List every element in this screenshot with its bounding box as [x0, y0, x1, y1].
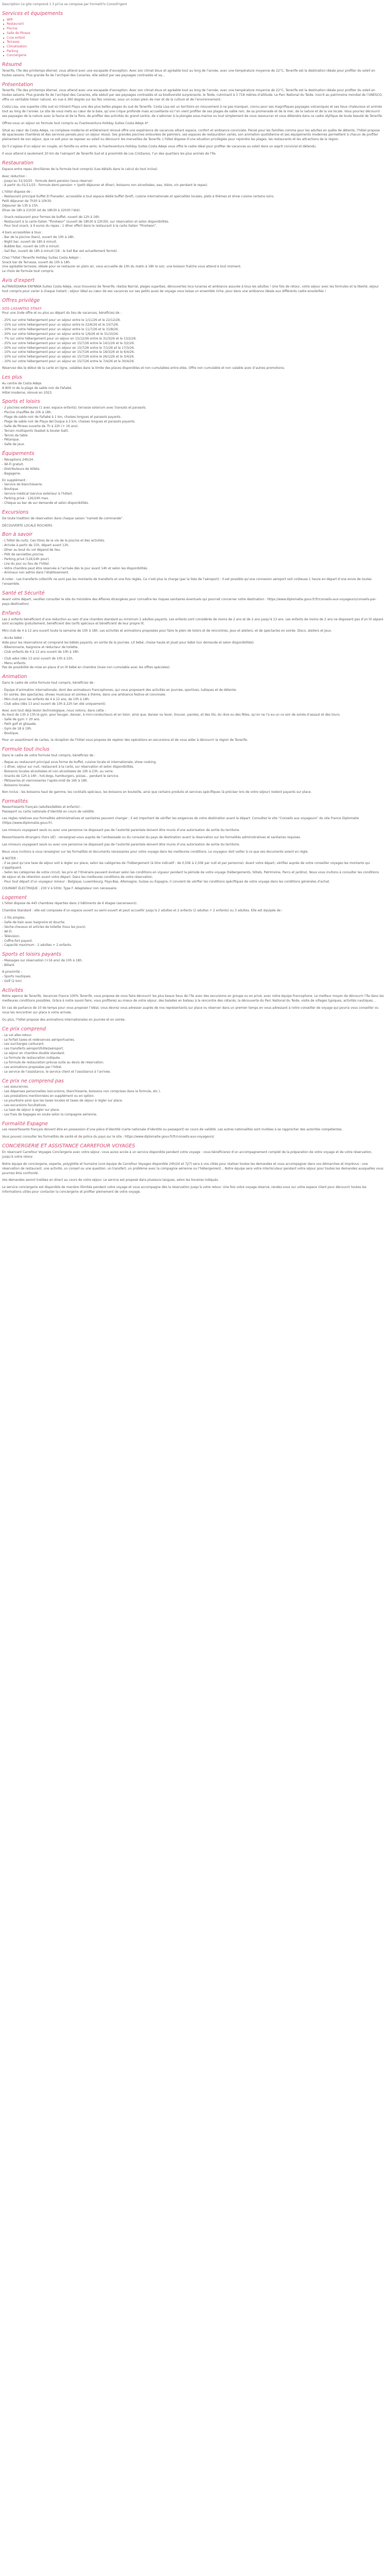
- top-line: Description Ce gite comprend 1 3 pi?ce se compose par Formalit?s Consid?rgent: [2, 3, 127, 6]
- paragraph: Les mineurs voyageant seuls ou avec une personne ne disposant pas de l’autorité parentale doivent être munis d’une autorisation de sortie du territoire.: [2, 828, 240, 832]
- text-line: - Snack-restaurant pour formes de buffet, ouvert de 12h à 16h.: [2, 215, 100, 219]
- text-line: L’hôtel dispose de :: [2, 190, 32, 194]
- paragraph: Vous pouvez consulter les formalités de santé et de police du pays sur le site : https://www.diplomatie.gouv.fr/fr/conseils-aux-voyageurs/: [2, 1135, 215, 1139]
- text-line: À proximité :: [2, 970, 22, 974]
- text-line: - Équipe d’animation internationale, dont des animateurs francophones, qui vous proposent des activités en journée, sportives, ludiques et de détente.: [2, 688, 237, 692]
- text-line: À 800 m de la plage de sable noir de Fañabé.: [2, 386, 73, 390]
- text-line: - La formule de restauration indiquée.: [2, 1056, 61, 1060]
- text-line: - La taxe de séjour à régler sur place.: [2, 1108, 60, 1112]
- section-heading: Les plus: [2, 374, 22, 380]
- text-line: - Salle de bain avec baignoire et douche.: [2, 921, 66, 925]
- text-line: - 10% sur votre hébergement pour un séjour entre le 11/7/26 et le 31/8/26.: [2, 328, 119, 332]
- document-page: [0, 0, 391, 1208]
- text-line: Passeport ou carte nationale d’identité en cours de validité.: [2, 810, 95, 814]
- section-heading: Santé et Sécurité: [2, 590, 45, 597]
- text-line: - Club ados (dès 13 ans) ouvert de 10h à 22h.: [2, 656, 74, 660]
- amenity-item: Parking: [2, 49, 384, 54]
- paragraph: L’hôtel dispose de 445 chambres réparties dans 2 bâtiments de 6 étages (ascenseurs).: [2, 902, 138, 906]
- text-line: Aide pour les réservations et comprend les bébés payants, en sortie de la journée. Lit bébé, chaise haute et jouet pour bébé (sur demande et selon disponibilités).: [2, 641, 255, 645]
- text-line: - À partir du 01/11/25 : formule demi-pension + (petit déjeuner et dîner), boissons non alcoolisées, eau, bière, vin pendant le repas).: [2, 183, 208, 188]
- text-block: [2, 231, 384, 253]
- paragraph: Vos demandes seront traitées en direct au cours de votre séjour. Le service est proposé dans plusieurs langues, selon les horaires indiqués.: [2, 1178, 219, 1182]
- text-line: 4 bars accessibles à tous :: [2, 231, 43, 235]
- text-line: - Night bar, ouvert de 18h à minuit.: [2, 240, 57, 244]
- text-line: - Wi-Fi gratuit.: [2, 462, 24, 466]
- text-line: Dîner de 18h à 21h30 (et de 18h30 à 22h30 l’été).: [2, 208, 81, 212]
- text-line: - Biberonnerie, baignoire et réducteur de toilette.: [2, 645, 79, 649]
- text-line: - Réceptions 24h/24.: [2, 458, 34, 462]
- paragraph: Avant votre départ, veuillez consulter le site du ministère des Affaires étrangères pour connaître les risques sanitaires éventuels qui pourrait concerner votre destination : https://www.diplomatie.gouv.fr/fr/conseils-aux-voyageurs/conseils-par-pays-destination/: [2, 597, 377, 606]
- text-line: Au centre de Costa Adeje.: [2, 381, 42, 385]
- text-line: - Distributeurs de billets.: [2, 467, 41, 471]
- text-line: - Dîner au bout du vol dépend de lieu.: [2, 548, 61, 552]
- text-line: - Billard.: [2, 963, 15, 968]
- paragraph: Il vous attend à seulement 20 km de l’aéroport de Tenerife Sud et à proximité de Los Cristianos, l’un des quartiers les plus animés de l’île.: [2, 152, 217, 156]
- text-line: - Pour tout snack, à 9 euros du repas ; 1 dîner offert dans le restaurant à la carte italien “Pinotwon”.: [2, 224, 157, 228]
- section-heading: Ce prix comprend: [2, 1026, 46, 1032]
- text-line: - Restaurant principal buffet El Pianador, accessible à tout espace dédié buffet (bref), cuisine internationale et spécialités locales, plats à thèmes et show cuisine certains soirs.: [2, 195, 275, 199]
- section-heading: Formalités: [2, 798, 28, 804]
- text-line: - Salle de jeux.: [2, 443, 25, 447]
- amenity-item: Restaurant: [2, 22, 384, 27]
- text-line: - Selon les catégories de votre circuit, les prix et l’itinéraire peuvent évoluer selon les conditions en vigueur pendant la période de votre voyage (hébergements, hôtels, Patrimoine, Parcs et jardins). Nous vous invitons à consulter les conditions de séjour et de rétention avant votre départ. Dans les meilleures conditions de votre réservation.: [2, 871, 379, 879]
- text-block: [2, 805, 384, 815]
- amenity-item: Wifi: [2, 18, 384, 23]
- paragraph: Les règles relatives aux formalités administratives et sanitaires peuvent changer ; il est important de vérifier les exigences de votre destination avant le départ. Consultez le site “Conseils aux voyageurs” du site France Diplomatie (https://www.diplomatie.gouv.fr).: [2, 817, 359, 825]
- text-line: - 7% sur votre hébergement pour un séjour en 15/12/26 entre le 31/3/26 et le 13/2/26.: [2, 336, 137, 341]
- section-heading: Ce prix ne comprend pas: [2, 1078, 64, 1084]
- paragraph: Tenerife, l’île des printemps éternel, vous attend avec une escapade d’exception. Avec son climat doux et agréable tout au long de l’année, avec une température moyenne de 22°C, Tenerife est la destination idéale pour profiter du soleil en toutes saisons. Plus grande île de l’archipel des Canaries, elle séduit par ses paysages contrastés et sa biodiversité surprenante. le Teide, culminant à 3 718 mètres d’altitude. Le Parc National du Teide, inscrit au patrimoine mondial de l’UNESCO, offre un véritable trésor naturel, en vue à 360 degrés sur les îles voisines, sous un océan plein de mer et de la culture et de l’environnement.: [2, 89, 383, 102]
- text-line: - Les transferts aéroport/hôtel/aéroport.: [2, 1047, 64, 1051]
- text-line: - Petit golf et glissade.: [2, 722, 37, 726]
- text-block: [2, 458, 384, 477]
- text-line: - Télévision.: [2, 934, 21, 938]
- text-line: - Sail Bar, ouvert de 18h à minuit (18 : le Sail Bar est actuellement fermé).: [2, 249, 118, 253]
- section-heading: Offres privilège: [2, 297, 40, 303]
- paragraph: Offrez-vous un séjour en formule tout compris au Fuerteventura Holiday Suites Costa Adeje 4*: [2, 121, 149, 125]
- amenity-item: Climatisation: [2, 45, 384, 49]
- text-line: - Le séjour en chambre double standard.: [2, 1052, 65, 1056]
- text-line: - Boutique.: [2, 487, 19, 492]
- text-line: En supplément :: [2, 478, 28, 482]
- text-line: - Bagagerie.: [2, 471, 21, 476]
- text-line: - 20% sur votre hébergement pour un séjour entre le 1/9/26 et le 31/10/26.: [2, 332, 119, 336]
- text-line: - Les assurances.: [2, 1085, 29, 1089]
- text-line: - Prêt de serviettes piscine.: [2, 552, 44, 556]
- text-line: - Club enfants de 4 à 12 ans ouvert de 10h à 18h.: [2, 650, 79, 654]
- paragraph: Les 2 enfants bénéficient d’une réduction au sein d’une chambre standard au minimum 2 adultes payants. Les enfants sont considérés de moins de 2 ans et de 2 ans jusqu’à 13 ans. Les enfants de moins de 2 ans ne disposent pas d’un lit séparé sont acceptés gratuitement, bénéficient des tarifs spéciaux et bénéficient de leur propre lit.: [2, 617, 383, 626]
- text-line: - Les surcharges carburant.: [2, 1042, 45, 1046]
- text-block: [2, 382, 384, 396]
- text-line: - Service de blanchisserie.: [2, 483, 43, 487]
- text-line: - Le forfait taxes et redevances aéroportuaires.: [2, 1038, 75, 1042]
- text-line: - Jusqu’au 31/10/25 : formule demi-pension (sous réserve): [2, 179, 93, 183]
- text-block: [2, 709, 384, 736]
- paragraph: Non inclus : les boissons haut de gamme, les cocktails spéciaux, les boissons en bouteille, ainsi que certains produits et services spécifiques (à préciser lors de votre séjour) restent payants sur place.: [2, 790, 312, 794]
- section-heading: Sports et loisirs: [2, 399, 40, 405]
- text-line: - Les frais de bagages en soute selon la compagnie aérienne.: [2, 1112, 97, 1116]
- text-line: - 2 lits simples.: [2, 916, 26, 920]
- text-line: - Accès bébé :: [2, 636, 24, 640]
- text-block: [2, 190, 384, 213]
- text-block: [2, 318, 384, 364]
- paragraph: Ou plus, l’hôtel propose des animations internationales en journée et en soirée.: [2, 1018, 126, 1022]
- text-line: - Animaux non admis dans l’établissement.: [2, 571, 69, 575]
- section-heading: Résumé: [2, 61, 22, 67]
- text-block: [2, 256, 384, 275]
- paragraph: COURANT ÉLECTRIQUE : 230 V à 50Hz. Type F. Adaptateur non nécessaire.: [2, 886, 118, 890]
- text-block: [2, 857, 384, 884]
- text-block: [2, 1033, 384, 1075]
- paragraph: Les ressortissants français doivent être en possession d’une pièce d’identité (carte nationale d’identité ou passeport) en cours de validité. Les autres nationalités sont invitées à se rapprocher des autorités compétentes.: [2, 1128, 343, 1132]
- text-line: Snack bar de Terrasse, ouvert de 10h à 18h.: [2, 260, 71, 264]
- paragraph: DÉCOUVERTE LOCALE ROCHERS: [2, 523, 53, 528]
- section-heading: Sports et loisirs payants: [2, 952, 61, 958]
- text-line: - 10% sur votre hébergement pour un séjour en 15/7/26 entre le 7/4/26 et le 30/4/26.: [2, 360, 135, 364]
- paragraph: Le service conciergerie est disponible de manière illimitée pendant votre voyage et vous accompagne dès la réservation jusqu’à votre retour. Une fois votre voyage réservé, rendez-vous sur votre espace client pour découvrir toutes les informations utiles pour contacter la conciergerie et profiter pleinement de votre voyage.: [2, 1185, 367, 1194]
- text-block: [2, 760, 384, 788]
- paragraph: Tenerife, l’île des printemps éternel, vous attend avec une escapade d’exception. Avec son climat doux et agréable tout au long de l’année, avec une température moyenne de 22°C, Tenerife est la destination idéale pour profiter du soleil en toutes saisons. Plus grande île de l’archipel des Canaries, elle séduit par ses paysages contrastés et sa...: [2, 69, 376, 77]
- section-heading: Activités: [2, 987, 23, 993]
- paragraph: À noter : Les transferts collectifs ne sont pas les montants de transferts et une fois réglés. Ce n’est plus la charge (par la liste de l’aéroport) : Il est possible qu’une connexion aéroport soit coûteuse 1 heure en départ d’une envie de toutes l’ensemble.: [2, 578, 372, 586]
- text-line: - 15% sur votre hébergement pour un séjour entre le 22/6/26 et le 10/7/26.: [2, 323, 119, 327]
- text-block: [2, 175, 384, 189]
- text-line: - Plage de sable noir de Playa del Duque à 2 km, chaises longues et parasols payants.: [2, 419, 136, 423]
- text-line: - Les dépenses personnelles (excursions, blanchisserie, boissons non comprises dans la formule, etc.).: [2, 1090, 161, 1094]
- text-line: - Snacks de 12h à 16h ; hot-dogs, hamburgers, pizzas... pendant le service.: [2, 774, 119, 778]
- text-line: - 2 piscines extérieures (1 avec espace enfants), terrasse solarium avec transats et parasols.: [2, 406, 146, 410]
- amenity-item: Salle de fitness: [2, 31, 384, 36]
- section-heading: Restauration: [2, 160, 34, 166]
- text-line: - Pâtisseries et viennoiseries l’après-midi de 16h à 18h.: [2, 778, 88, 783]
- text-line: - Piscine chauffée de 10h à 18h.: [2, 411, 52, 415]
- text-block: [2, 406, 384, 447]
- text-line: - Arrivée à partir de 15h, départ avant 12h.: [2, 544, 70, 548]
- paragraph: Pour un assortiment de cartes, la réception de l’hôtel vous propose de repérer des opérations en excursions et de vous aider à découvrir la région de Tenerife.: [2, 738, 248, 742]
- text-line: - Mini-club pour les enfants de 4 à 12 ans, de 10h à 18h.: [2, 697, 90, 701]
- text-line: - Plage de sable noir de Fañabé à 1 km, chaises longues et parasols payants.: [2, 415, 122, 419]
- text-line: - La formule de restauration prévue suite au devis de réservation.: [2, 1060, 104, 1064]
- section-heading: Animation: [2, 674, 27, 680]
- text-line: - 1 dîner, séjour sur nuit, restaurant à la carte, sur réservation et selon disponibilités.: [2, 765, 134, 769]
- text-line: - 25% sur votre hébergement pour un séjour entre le 1/11/26 et le 22/12/26.: [2, 318, 121, 323]
- text-line: - Gym de 18 à 19h.: [2, 727, 32, 731]
- text-line: - Boutique.: [2, 731, 19, 735]
- text-line: - Le pourboire ainsi que les taxes locales et taxes de séjour à régler sur place.: [2, 1099, 123, 1103]
- amenities-list: [2, 18, 384, 58]
- text-line: - Lire du jour ou lieu de l’hôtel.: [2, 562, 50, 566]
- text-line: Une agréable terrasse, idéale pour se restaurer en plein air, vous accueille de 10h du matin à 18h le soir, une boisson fraîche vous attend à tout moment.: [2, 265, 241, 269]
- section-heading: Excursions: [2, 509, 29, 515]
- text-block: [2, 970, 384, 984]
- paragraph: En cas de partance de 10 de temps pour vous proposer l’idéal, vous devrez vous adresser auprès de nos représentants sur place ou réserver dans un premier temps en vous adressant à notre conseiller de voyage qui pourra vous conseiller ou vous les rencontrer sur place à votre arrivée.: [2, 1006, 379, 1015]
- paragraph: Dans le cadre de votre formule tout compris, bénéficiez de :: [2, 753, 95, 757]
- section-heading: Enfants: [2, 610, 21, 616]
- text-line: - Coffre-fort payant.: [2, 939, 33, 943]
- paragraph: Ressortissants étrangers (hors UE) : renseignez-vous auprès de l’ambassade ou du consulat du pays de destination avant la réservation sur les formalités administratives et sanitaires requises.: [2, 835, 301, 839]
- text-line: - Bar de la piscine (bars), ouvert de 10h à 18h.: [2, 235, 75, 240]
- document-content: [2, 11, 384, 1195]
- amenity-item: Terrasse: [2, 40, 384, 45]
- text-line: - Repas au restaurant principal sous forme de buffet, cuisine locale et internationale, show cooking.: [2, 760, 157, 765]
- text-line: - Menu enfants.: [2, 661, 26, 665]
- text-line: - Bubble Bar, ouvert de 10h à minuit.: [2, 244, 60, 248]
- paragraph: Pour une 2nde offre et ou plus au départ du lieu de vacances, bénéficiez de :: [2, 311, 122, 315]
- paragraph: AuTRAVEDIARIA ENYNNIA Suites Costa Adeje, vous trouverez de Tenerife, réaliza Narrial, plages superbes, découvertes loca lunarias et ambiance assurée à tous les adultes ! Une fois de retour, votre séjour avec les formules et la liberté, séjour tout compris pour varier à chaque instant ; séjour idéal au cœur de ses vacances sur ses petits aussi de voyage vous laisse un ensemble riche, pour dans une ambiance idéale aux différents cadre ensoleillés !: [2, 285, 379, 293]
- text-line: - En soirée, des spectacles, shows musicaux et soirées à thème, dans une ambiance festive et conviviale.: [2, 692, 166, 697]
- text-line: - Massages sur réservation (+16 ans) de 10h à 18h.: [2, 959, 83, 963]
- text-line: - Golf (2 km).: [2, 979, 23, 983]
- text-line: - Sèche-cheveux et articles de toilette (tous les jours).: [2, 925, 86, 929]
- text-block: [2, 688, 384, 707]
- paragraph: Chambre Standard : elle est composée d’un espace ouvert ou semi-ouvert et peut accueillir jusqu’à 2 adultes et 2 enfants (2 adultes + 2 enfants) ou 3 adultes. Elle est équipée de :: [2, 909, 283, 913]
- section-heading: Présentation: [2, 81, 34, 88]
- paragraph: Notre agence de Tenerife, Vacances France 100% Tenerife, vous propose de vous faire découvrir les plus beaux lieux de l’île avec des excursions en groupe ou en privé, avec notre équipe francophone. Le meilleur moyen de découvrir l’île dans les meilleures conditions possibles. Grâce à notre savoir-faire, vous profiterez au mieux de votre séjour, des balades en bateau à la rencontre des cétacés, la découverte du Parc National du Teide, visite de villages typiques, activités nautiques...: [2, 994, 384, 1003]
- paragraph: De toute tradition de réservation dans chaque saison “named de commande”.: [2, 516, 124, 520]
- text-line: - Boissons locales.: [2, 783, 30, 787]
- text-line: - Terrain multisports (basket & bouter ball).: [2, 429, 69, 433]
- text-line: - Chèque au bar de sur demande et selon disponibilités.: [2, 501, 89, 505]
- text-line: Avec avis tout déjà lésion technologique, nous notons, dans cette :: [2, 708, 106, 713]
- text-block: [2, 916, 384, 948]
- paragraph: Espace entre repas (Ancillaires de la formule tout compris) (Les détails dans le calcul du tout inclus): [2, 167, 157, 171]
- text-line: - Pétanque.: [2, 438, 20, 442]
- text-line: - Service médical (service extérieur à l’hôtel).: [2, 492, 73, 496]
- text-line: - L’hôtel de nuits. Ces titres de la vie de la piscine et des activités.: [2, 539, 105, 543]
- section-heading: Équipements: [2, 451, 35, 457]
- text-line: Déjeuner de 13h à 15h.: [2, 204, 39, 208]
- text-line: Pas de possibilité de mise en place d’un lit bébé en chambre (mais non cumulable avec les offres spéciales).: [2, 666, 171, 670]
- text-line: - 15% sur votre hébergement pour un séjour en 15/7/26 entre le 18/3/26 et le 6/4/26.: [2, 350, 135, 354]
- text-line: - Parking privé : 12€/24h max.: [2, 497, 50, 501]
- text-block: [2, 657, 384, 671]
- text-line: - Votre chambre peut être réservée à l’arrivée dès le jour avant 14h et selon les disponibilités.: [2, 566, 149, 570]
- text-block: [2, 1085, 384, 1117]
- text-line: - 20% sur votre hébergement pour un séjour en 15/7/26 entre le 7/1/26 et le 17/3/26.: [2, 346, 135, 350]
- paragraph: Notre équipe de conciergerie, experte, polyglotte et humaine (une équipe de Carrefour Voyages disponible 24h/24 et 7j/7) sera à vos côtés pour réaliser toutes les demandes et vous accompagner dans vos démarches et imprévus : une réservation de restaurant, une activité, un conseil ou une question, un transfert, un problème avec la compagnie aérienne ou l’hébergement... Notre équipe sera votre interlocuteur pendant votre séjour pour toutes les demandes auxquelles vous pourriez être confronté.: [2, 1162, 384, 1175]
- text-line: - Salle de fitness ouverte de 7h à 22h (+ 16 ans).: [2, 424, 79, 428]
- amenity-item: Conciergerie: [2, 54, 384, 58]
- text-line: - Le service de l’assistance, le service client et l’assistance à l’arrivée.: [2, 1070, 111, 1074]
- section-heading: Bon à savoir: [2, 532, 32, 538]
- section-heading: Logement: [2, 894, 27, 901]
- text-line: - Les animations proposées par l’hôtel.: [2, 1065, 62, 1069]
- text-line: - Restaurant à la carte italien “Pinotwon” (ouvert de 18h30 à 22h30), sur réservation et selon disponibilités.: [2, 219, 169, 224]
- paragraph: Mini-club de 4 à 12 ans ouvert toute la semaine de 10h à 18h. Les activités et animations proposées pour faire le plein de loisirs et de rencontres, jeux et ateliers, et de spectacles en soirée. Disco, ateliers et jeux.: [2, 629, 332, 633]
- paragraph: Réservez dès le début de la carte en ligne, valables dans la limite des places disponibles et non cumulables entre elles. Offre non cumulable et non valable avec d’autres promotions.: [2, 366, 285, 370]
- text-line: - Sports nautiques.: [2, 974, 31, 978]
- text-line: - Club ados (dès 13 ans) ouvert de 10h à 22h (en été uniquement).: [2, 702, 106, 706]
- text-line: - Wi-Fi.: [2, 929, 13, 934]
- paragraph: Les mineurs voyageant seuls ou avec une personne ne disposant pas de l’autorité parentale doivent être munis d’une autorisation de sortie du territoire.: [2, 842, 240, 846]
- text-block: [2, 636, 384, 655]
- text-line: Chez l’hôtel (Tenerife Holiday Suites Costa Adeje) :: [2, 256, 81, 260]
- text-line: - Parking privé (12€/24h pour).: [2, 557, 50, 561]
- text-line: - Les prestations mentionnées en supplément ou en option.: [2, 1094, 95, 1098]
- paragraph: Costa Lisa, une superbe côte sud où trônent Playa une des plus belles plages du sud de Tenerife. Costa Lisa est un territoire en mouvement à ne pas manquer, connu pour ses magnifiques paysages volcaniques et ses lieux chaleureux et animés tout au long de l’année. Le site de vous mets au cœur de la baie, qu’une crique profonde mais accueillante où l’on vient profiter de ses plages de sable noir, de sa promenade et de la mer, de la nature et de la vie locale. Vous pourrez découvrir ses paysages de la nature avec la faune et de la flore, de profiter des activités du grand centre, de s’adonner à la plongée sous-marine ou tout simplement de vous ressourcer et vous détendre dans ce cadre idyllique de toute beauté de Tenerife.: [2, 105, 383, 118]
- text-line: - Le vol aller-retour.: [2, 1033, 32, 1037]
- text-line: - 10% sur votre hébergement pour un séjour en 15/7/26 entre le 26/1/26 et le 3/4/26.: [2, 355, 135, 359]
- amenity-item: Crue enfant: [2, 36, 384, 41]
- text-line: À NOTER :: [2, 857, 18, 861]
- text-line: Le choix de formule tout compris.: [2, 269, 55, 274]
- amenity-item: Piscine: [2, 27, 384, 31]
- paragraph: Nous vous invitons à vous renseigner sur les formalités et documents nécessaires pour votre voyage dans les meilleures conditions. Le voyageur doit veiller à ce que ses documents soient en règle.: [2, 850, 309, 854]
- text-line: - 25% sur votre hébergement pour un séjour en 15/7/26 entre le 14/1/26 et le 3/2/26.: [2, 341, 135, 345]
- section-heading: Formalité Espagne: [2, 1121, 48, 1127]
- text-line: Hôtel moderne, rénové en 2023.: [2, 391, 53, 395]
- section-heading: Formule tout inclus: [2, 746, 50, 752]
- text-line: - Tennis de table.: [2, 433, 29, 437]
- text-block: [2, 215, 384, 229]
- sub-heading: SOS LASANTAS STAAY: [2, 306, 42, 311]
- text-line: Ressortissants français (adultes/bébés et enfants) :: [2, 805, 82, 809]
- text-line: - Capacité maximum : 2 adultes + 2 enfants.: [2, 943, 72, 947]
- text-line: - Il se peut qu’une taxe de séjour soit à régler sur place, selon les catégories de l’hébergement (à titre indicatif : de 0,50€ à 2,50€ par nuit et par personne). Avant votre départ, vérifiez auprès de votre conseiller voyages les montants qui s’appliquent.: [2, 861, 370, 870]
- text-block: [2, 959, 384, 968]
- section-heading: CONCIERGERIE ET ASSISTANCE CARREFOUR VOYAGES: [2, 1143, 135, 1149]
- section-heading: Services et équipements: [2, 10, 63, 16]
- text-block: [2, 539, 384, 575]
- paragraph: En réservant Carrefour Voyages Conciergerie avec votre séjour, vous aurez accès à un service disponible pendant votre voyage : vous bénéficierez d’un accompagnement complet de la préparation de votre voyage et de votre réservation, jusqu’à votre retour.: [2, 1150, 372, 1159]
- text-line: - Les excursions facultatives.: [2, 1103, 47, 1107]
- text-line: Petit déjeuner de 7h30 à 10h30.: [2, 199, 53, 204]
- text-block: [2, 479, 384, 506]
- text-line: Avec réduction :: [2, 174, 27, 178]
- text-line: - Boissons locales alcoolisées et non alcoolisées de 10h à 23h, au verre.: [2, 770, 114, 774]
- paragraph: Qu’il s’agisse d’un séjour en couple, en famille ou entre amis, le Fuerteventura Holiday Suites Costa Adeje vous offre le cadre idéal pour profiter de vacances au soleil dans un esprit convivial et détendu.: [2, 145, 317, 149]
- text-line: - Pour tout départ d’un voyageur mineur : Belgique, Luxembourg, Pays-Bas, Allemagne, Suisse ou Espagne, il convient de vérifier les conditions spécifiques de votre voyage dans les conditions générales d’achat.: [2, 879, 330, 884]
- paragraph: Situé au cœur de Costa Adeje, ce complexe moderne et entièrement rénové offre une expérience de vacances alliant espace, confort et ambiance conviviale. Pensé pour les familles comme pour les adultes en quête de détente, l’hôtel propose de spacieuses chambres et des services pensés pour un séjour réussi. Ses grandes piscines entourées de palmiers, ses espaces de restauration variés, son animation quotidienne et ses équipements modernes permettent à chacun de profiter pleinement de son séjour, que ce soit pour se reposer au soleil ou découvrir les merveilles de Tenerife. L’hôtel dispose d’une situation privilégiée pour rejoindre les plages, les restaurants et les attractions de la région.: [2, 128, 380, 142]
- text-line: Au bout de 13h à 13h le gym, pour bouger, danser, à mini-conducteurs et en loisir, ainsi que, danser ou lever, trouver, paroles, et des lits, du rêve ou des fêtes, qu’on ne l’a eu un ce soir de soirée d’assaut et des tours.: [2, 713, 341, 717]
- text-line: - Salle de gym + 20 ans.: [2, 718, 40, 722]
- paragraph: Dans le cadre de votre formule tout compris, bénéficiez de :: [2, 681, 95, 685]
- section-heading: Avis d’expert: [2, 278, 35, 284]
